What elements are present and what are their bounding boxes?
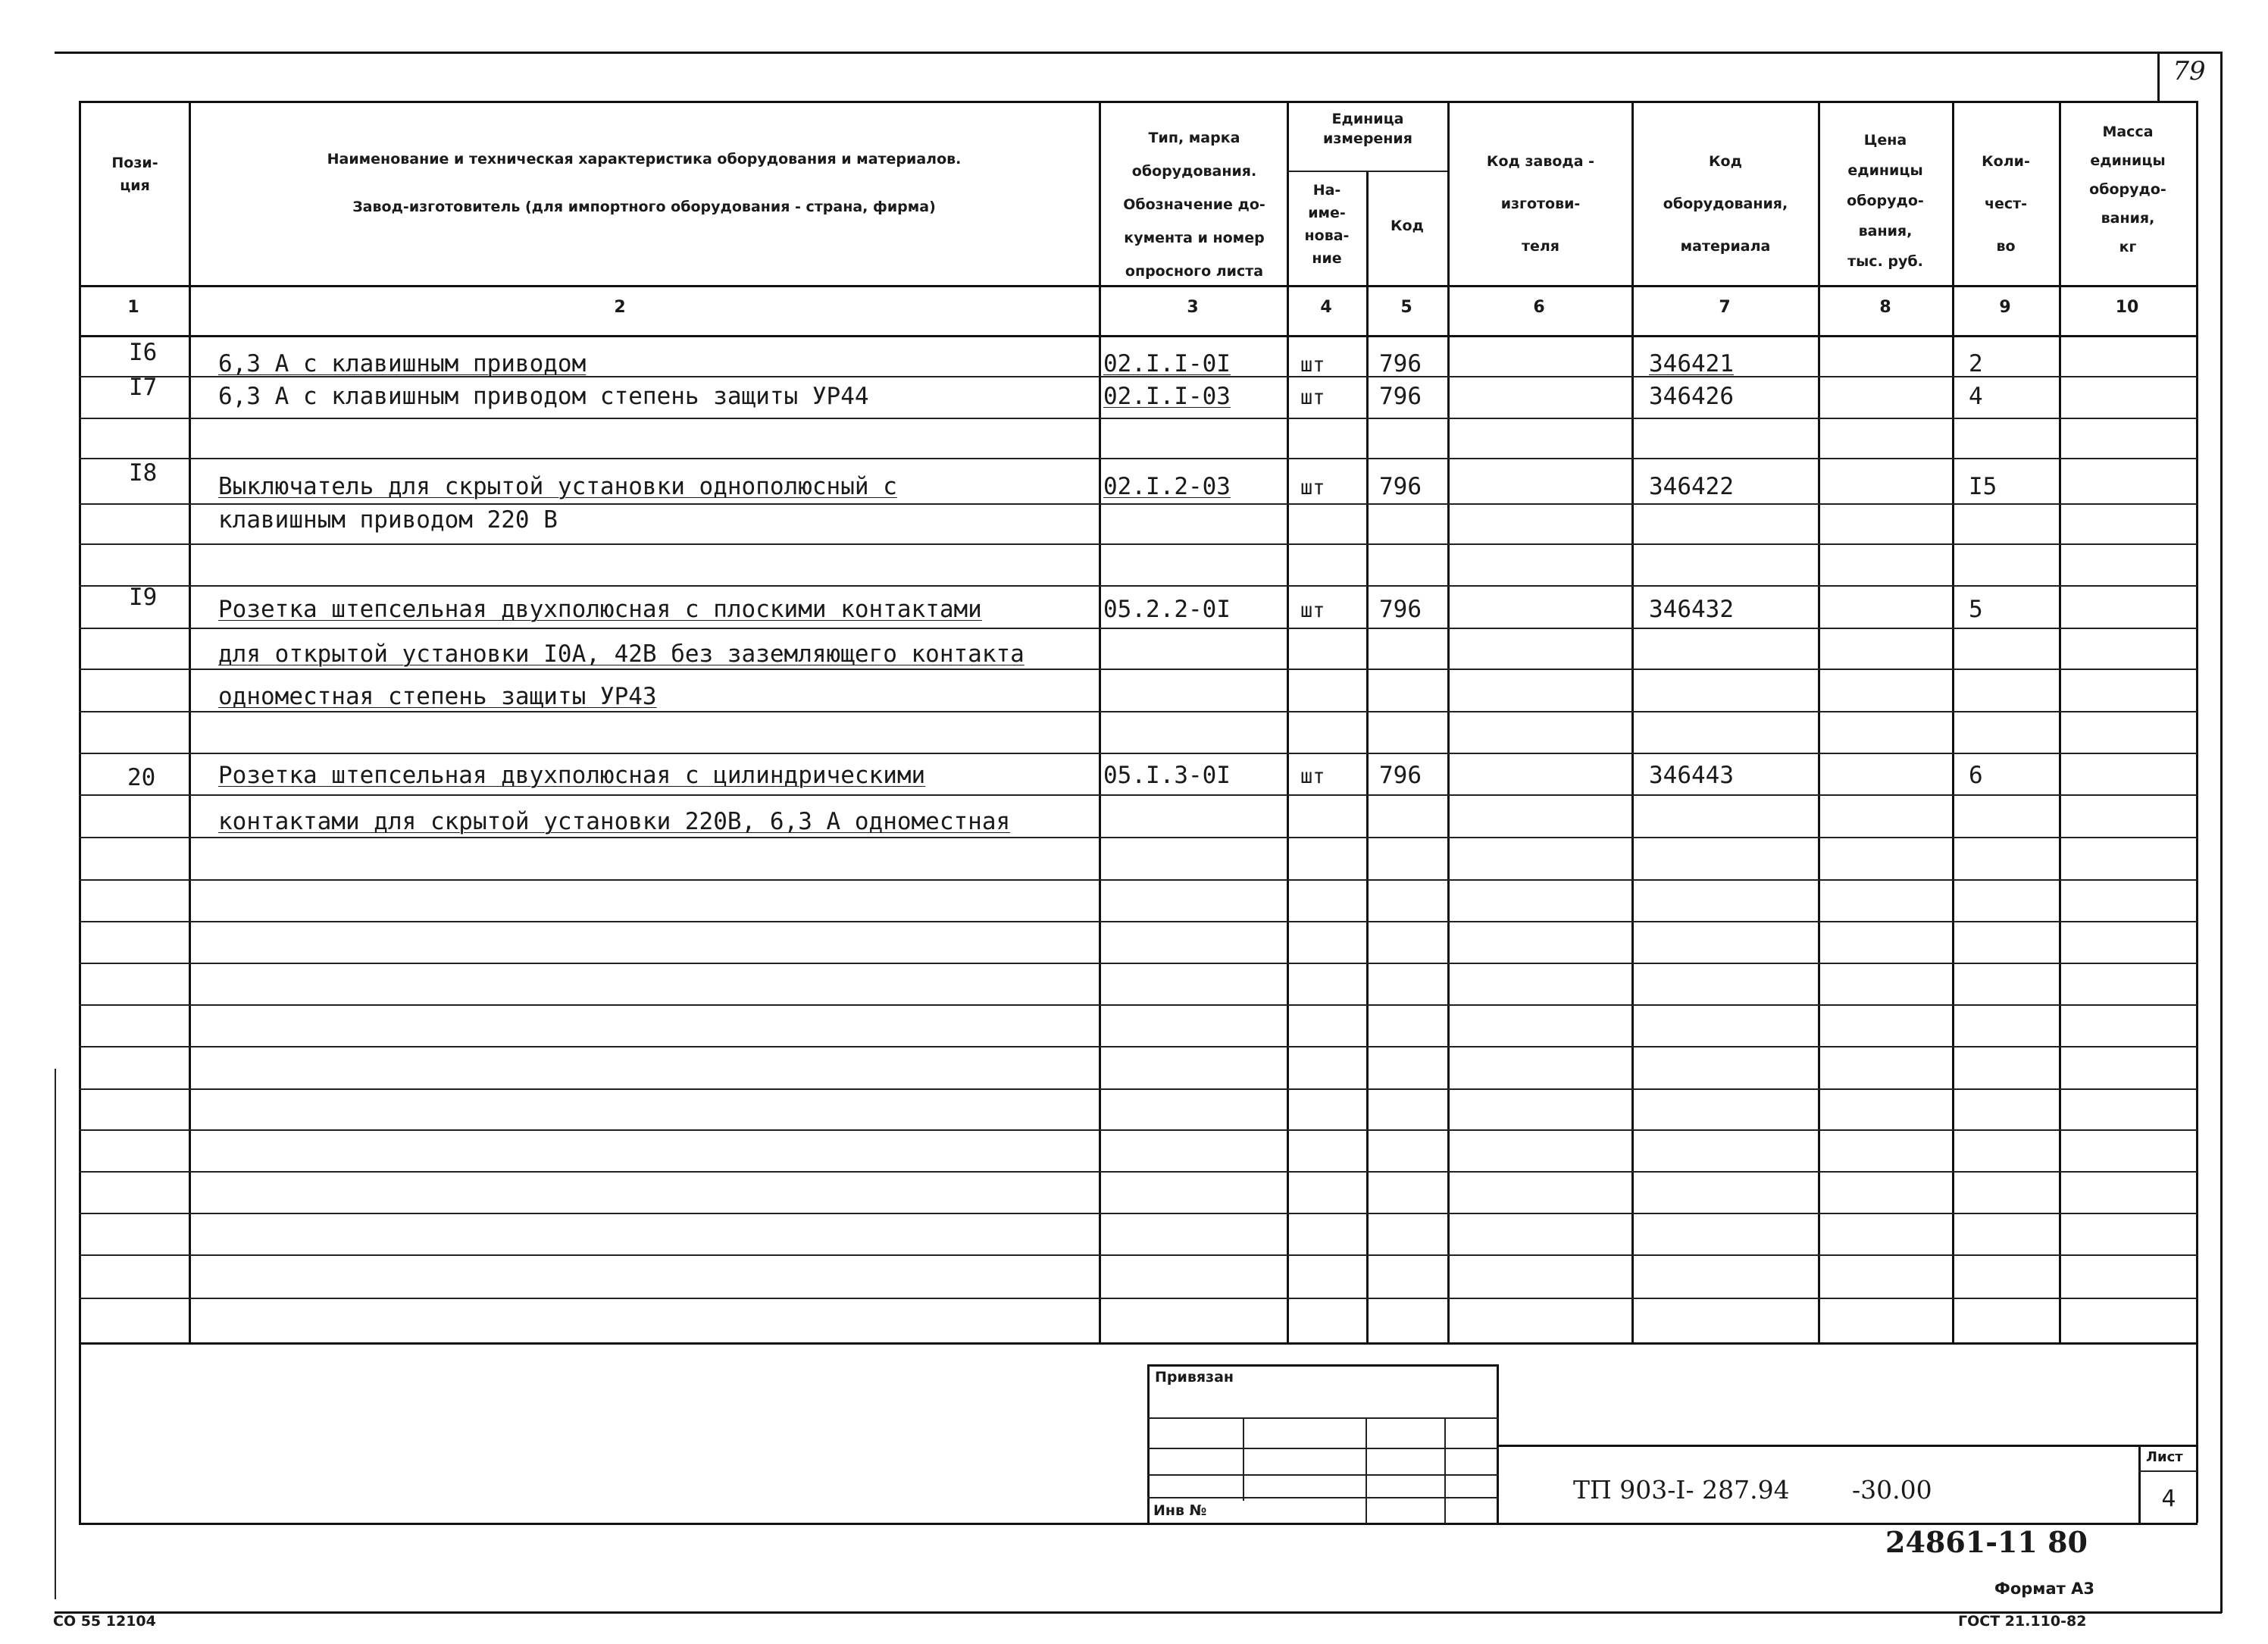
sheet-box-divider xyxy=(2138,1470,2198,1472)
cell-unit: шт xyxy=(1300,386,1325,409)
col-line-5 xyxy=(1366,171,1369,1342)
document-suffix: -30.00 xyxy=(1852,1475,1932,1505)
header-factory-code: Код завода - изготови- теля xyxy=(1486,153,1595,255)
left-code: СО 55 12104 xyxy=(53,1613,156,1630)
colnum-5: 5 xyxy=(1400,298,1412,317)
cell-name-line: 6,3 А с клавишным приводом степень защиты УР44 xyxy=(218,383,869,410)
cell-type: 02.I.I-0I xyxy=(1103,350,1231,377)
cell-name-line: Розетка штепсельная двухполюсная с цилиндрическими xyxy=(218,762,926,789)
cell-position: I6 xyxy=(129,339,158,366)
cell-quantity: 6 xyxy=(1969,762,1983,789)
stamp-frame xyxy=(1147,1364,1499,1523)
table-top-border xyxy=(79,101,2198,103)
row-rule xyxy=(79,1298,2198,1299)
row-rule xyxy=(79,1213,2198,1214)
stamp-col xyxy=(1365,1417,1367,1523)
cell-unit: шт xyxy=(1300,599,1325,622)
row-rule xyxy=(79,669,2198,670)
header-unit: Единица измерения xyxy=(1323,111,1412,147)
header-price: Цена единицы оборудо- вания, тыс. руб. xyxy=(1847,132,1924,270)
cell-equipment-code: 346421 xyxy=(1649,350,1734,377)
colnum-4: 4 xyxy=(1320,298,1332,317)
sheet-number: 4 xyxy=(2161,1486,2176,1512)
format-label: Формат А3 xyxy=(1994,1580,2094,1598)
cell-quantity: 4 xyxy=(1969,383,1983,410)
table-left-border xyxy=(79,101,81,1523)
stamp-inv-no: Инв № xyxy=(1153,1502,1207,1519)
header-mass: Масса единицы оборудо- вания, кг xyxy=(2089,124,2166,255)
colnum-bottom-line xyxy=(79,335,2198,337)
row-rule xyxy=(79,1171,2198,1173)
cell-name-line: контактами для скрытой установки 220В, 6,3 А одноместная xyxy=(218,808,1011,835)
colnum-1: 1 xyxy=(127,298,139,317)
row-rule xyxy=(79,1129,2198,1131)
archive-number: 24861-11 80 xyxy=(1885,1525,2088,1559)
header-unit-code: Код xyxy=(1391,218,1424,234)
cell-position: I7 xyxy=(129,374,158,401)
row-rule xyxy=(79,1004,2198,1006)
page-right-border xyxy=(2220,52,2223,1613)
cell-unit-code: 796 xyxy=(1379,383,1422,410)
page-left-border xyxy=(55,1069,56,1599)
cell-unit-code: 796 xyxy=(1379,762,1422,789)
row-rule xyxy=(79,794,2198,796)
row-rule xyxy=(79,963,2198,964)
row-rule xyxy=(79,711,2198,712)
stamp-line xyxy=(1147,1448,1499,1449)
page-bottom-line xyxy=(55,1611,2222,1614)
colnum-6: 6 xyxy=(1533,298,1545,317)
row-rule xyxy=(79,418,2198,419)
header-position: Пози- ция xyxy=(111,155,158,194)
cell-name-line: клавишным приводом 220 В xyxy=(218,506,558,534)
row-rule xyxy=(79,1046,2198,1047)
header-type: Тип, марка оборудования. Обозначение до- кумента и номер опросного листа xyxy=(1123,130,1265,280)
cell-position: 20 xyxy=(127,764,156,791)
cell-type: 02.I.2-03 xyxy=(1103,473,1231,500)
row-rule xyxy=(79,837,2198,838)
row-rule xyxy=(79,753,2198,754)
cell-equipment-code: 346432 xyxy=(1649,596,1734,623)
cell-unit: шт xyxy=(1300,353,1325,377)
page-number: 79 xyxy=(2173,56,2206,86)
header-name-line2: Завод-изготовитель (для импортного оборудования - страна, фирма) xyxy=(352,199,936,215)
header-unit-name: На- име- нова- ние xyxy=(1304,182,1350,267)
stamp-col xyxy=(1444,1417,1446,1523)
cell-type: 05.2.2-0I xyxy=(1103,596,1231,623)
top-border-line xyxy=(55,52,2222,54)
row-rule xyxy=(79,1088,2198,1090)
cell-unit-code: 796 xyxy=(1379,350,1422,377)
unit-header-divider xyxy=(1287,171,1447,172)
colnum-8: 8 xyxy=(1879,298,1891,317)
cell-type: 05.I.3-0I xyxy=(1103,762,1231,789)
cell-equipment-code: 346426 xyxy=(1649,383,1734,410)
cell-unit: шт xyxy=(1300,476,1325,499)
sheet-label: Лист xyxy=(2146,1449,2183,1465)
cell-equipment-code: 346422 xyxy=(1649,473,1734,500)
colnum-9: 9 xyxy=(1999,298,2011,317)
row-rule xyxy=(79,1254,2198,1256)
title-block-top xyxy=(1499,1445,2198,1447)
cell-unit-code: 796 xyxy=(1379,596,1422,623)
header-equipment-code: Код оборудования, материала xyxy=(1663,153,1788,255)
header-quantity: Коли- чест- во xyxy=(1982,153,2030,255)
cell-name-line: 6,3 А с клавишным приводом xyxy=(218,350,587,377)
stamp-line xyxy=(1147,1474,1499,1476)
cell-quantity: 2 xyxy=(1969,350,1983,377)
row-rule xyxy=(79,458,2198,459)
cell-name-line: для открытой установки I0А, 42В без заземляющего контакта xyxy=(218,640,1025,668)
row-rule xyxy=(79,921,2198,922)
cell-quantity: 5 xyxy=(1969,596,1983,623)
colnum-2: 2 xyxy=(614,298,626,317)
table-right-border xyxy=(2196,101,2198,1523)
cell-unit: шт xyxy=(1300,765,1325,788)
cell-type: 02.I.I-03 xyxy=(1103,383,1231,410)
table-bottom-border xyxy=(79,1523,2198,1525)
stamp-line xyxy=(1147,1497,1499,1498)
cell-unit-code: 796 xyxy=(1379,473,1422,500)
cell-position: I9 xyxy=(129,584,158,611)
colnum-3: 3 xyxy=(1187,298,1199,317)
colnum-7: 7 xyxy=(1719,298,1731,317)
cell-name-line: одноместная степень защиты УР43 xyxy=(218,683,657,710)
cell-equipment-code: 346443 xyxy=(1649,762,1734,789)
cell-quantity: I5 xyxy=(1969,473,1997,500)
colnum-10: 10 xyxy=(2115,298,2139,317)
row-rule xyxy=(79,879,2198,881)
cell-name-line: Розетка штепсельная двухполюсная с плоскими контактами xyxy=(218,596,982,623)
row-rule xyxy=(79,628,2198,629)
sheet-box-left xyxy=(2138,1445,2141,1523)
row-rule xyxy=(79,585,2198,587)
stamp-col xyxy=(1243,1417,1244,1501)
cell-position: I8 xyxy=(129,459,158,487)
stamp-line xyxy=(1147,1417,1499,1419)
stamp-privyazan: Привязан xyxy=(1155,1369,1234,1386)
document-code: ТП 903-I- 287.94 xyxy=(1573,1475,1790,1505)
header-name-line1: Наименование и техническая характеристика оборудования и материалов. xyxy=(327,151,962,168)
row-rule xyxy=(79,503,2198,505)
gost-label: ГОСТ 21.110-82 xyxy=(1958,1613,2087,1630)
row-rule xyxy=(79,543,2198,545)
table-body-bottom xyxy=(79,1342,2198,1345)
cell-name-line: Выключатель для скрытой установки однополюсный с xyxy=(218,473,897,500)
